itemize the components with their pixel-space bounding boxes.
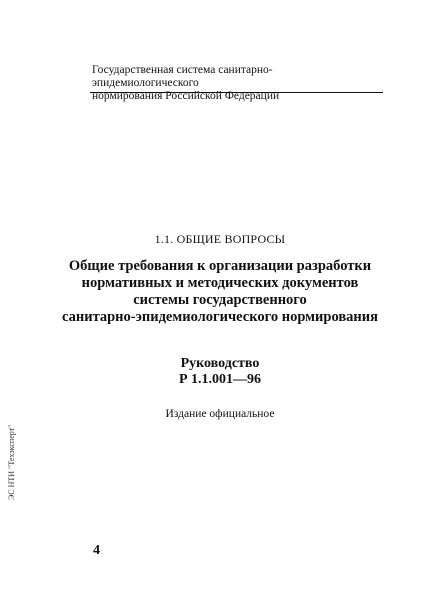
issuing-system-header [92,64,372,103]
section-label: 1.1. ОБЩИЕ ВОПРОСЫ [154,232,286,246]
header-line-1: Государственная система санитарно-эпидемиологического [92,64,273,89]
page-number: 4 [93,543,100,558]
title-line-2: нормативных и методических документов [81,275,359,291]
document-title [60,258,380,326]
title-line-1: Общие требования к организации разработки [68,258,372,274]
side-stamp: ЭС НТИ "Техэксперт" [7,424,16,500]
title-line-4: санитарно-эпидемиологического нормирования [62,309,378,325]
document-code: Р 1.1.001—96 [178,372,262,387]
header-divider [90,92,383,93]
edition-note: Издание официальное [165,408,275,420]
title-line-3: системы государственного [133,292,307,308]
document-type-label: Руководство [180,356,260,371]
document-type [0,356,440,388]
header-line-2: нормирования Российской Федерации [92,90,280,102]
